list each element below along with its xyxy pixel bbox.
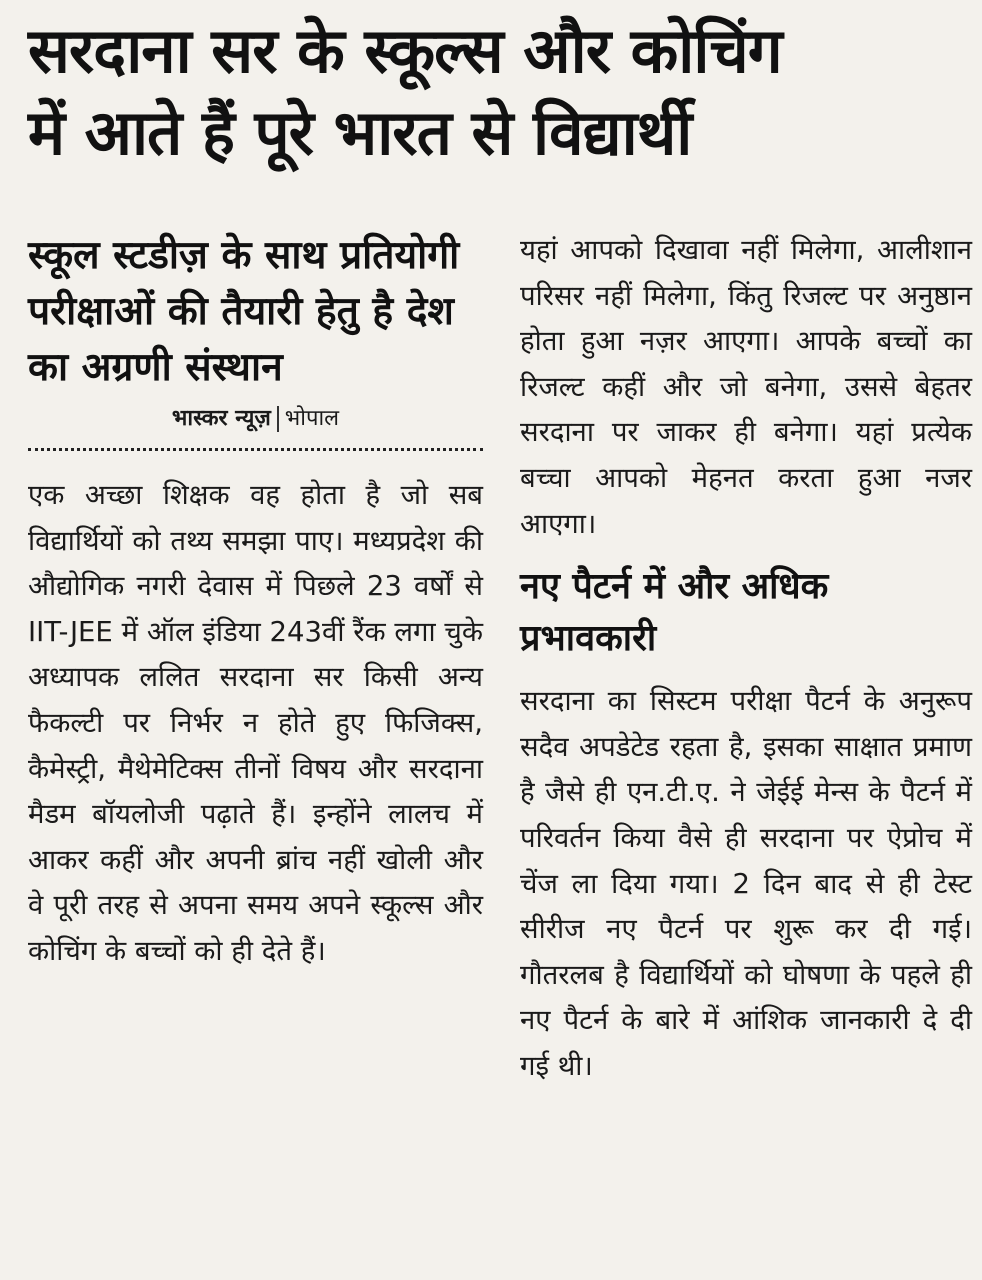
left-body-text: एक अच्छा शिक्षक वह होता है जो सब विद्यार्थियों को तथ्य समझा पाए। मध्यप्रदेश की औद्योगिक नगरी देवास में पिछले 23 वर्षों से IIT-JEE में ऑल इंडिया 243वीं रैंक लगा चुके अध्यापक ललित सरदाना सर किसी अन्य फैकल्टी पर निर्भर न होते हुए फिजिक्स, कैमेस्ट्री, मैथेमेटिक्स तीनों विषय और सरदाना मैडम बॉयलोजी पढ़ाते हैं। इन्होंने लालच में आकर कहीं और अपनी ब्रांच नहीं खोली और वे पूरी तरह से अपना समय अपने स्कूल्स और कोचिंग के बच्चों को ही देते हैं। — [28, 479, 483, 967]
byline — [28, 404, 483, 434]
subheadline: स्कूल स्टडीज़ के साथ प्रतियोगी परीक्षाओं की तैयारी हेतु है देश का अग्रणी संस्थान — [28, 233, 460, 390]
headline-line-1: सरदाना सर के स्कूल्स और कोचिंग — [28, 14, 782, 87]
right-column — [520, 228, 972, 1090]
headline — [28, 10, 968, 174]
byline-separator — [277, 406, 279, 432]
right-body-text-2: सरदाना का सिस्टम परीक्षा पैटर्न के अनुरूप सदैव अपडेटेड रहता है, इसका साक्षात प्रमाण है जैसे ही एन.टी.ए. ने जेईई मेन्स के पैटर्न में परिवर्तन किया वैसे ही सरदाना पर ऐप्रोच में चेंज ला दिया गया। 2 दिन बाद से ही टेस्ट सीरीज नए पैटर्न पर शुरू कर दी गई। गौतरलब है विद्यार्थियों को घोषणा के पहले ही नए पैटर्न के बारे में आंशिक जानकारी दे दी गई थी। — [520, 685, 972, 1082]
right-body-text-1: यहां आपको दिखावा नहीं मिलेगा, आलीशान परिसर नहीं मिलेगा, किंतु रिजल्ट पर अनुष्ठान होता हुआ नज़र आएगा। आपके बच्चों का रिजल्ट कहीं और जो बनेगा, उससे बेहतर सरदाना पर जाकर ही बनेगा। यहां प्रत्येक बच्चा आपको मेहनत करता हुआ नजर आएगा। — [520, 234, 972, 540]
section-heading: नए पैटर्न में और अधिक प्रभावकारी — [520, 566, 829, 660]
headline-line-2: में आते हैं पूरे भारत से विद्यार्थी — [28, 96, 692, 169]
byline-place: भोपाल — [284, 406, 340, 431]
byline-source: भास्कर न्यूज़ — [171, 406, 271, 431]
left-column — [28, 228, 483, 975]
dotted-divider — [28, 448, 483, 451]
